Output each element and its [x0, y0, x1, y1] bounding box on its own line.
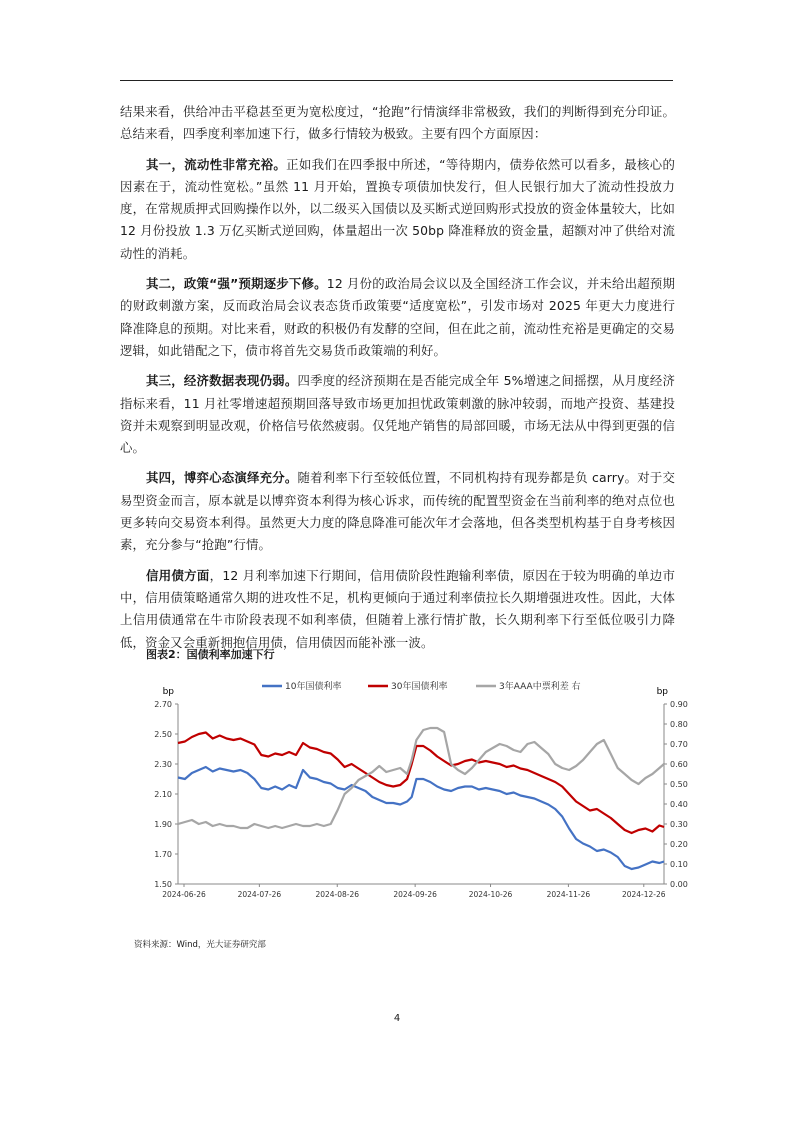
x-tick-label: 2024-08-26 [315, 890, 360, 899]
paragraph-2 [120, 154, 675, 265]
left-tick-label: 2.10 [154, 790, 172, 799]
left-tick-label: 2.50 [154, 730, 172, 739]
paragraph-4-text: 四季度的经济预期在是否能完成全年 5%增速之间摇摆，从月度经济指标来看，11 月社零增速超预期回落导致市场更加担忧政策刺激的脉冲较弱，而地产投资、基建投资并未观察到明显改观，价格信号依然疲弱。仅凭地产销售的局部回暖，市场无法从中得到更强的信心。 [120, 373, 675, 456]
x-tick-label: 2024-06-26 [162, 890, 206, 899]
page-number: 4 [393, 1013, 401, 1024]
paragraph-4-lead: 其三，经济数据表现仍弱。 [146, 373, 298, 389]
bond-yield-chart [130, 672, 690, 912]
right-tick-label: 0.10 [670, 860, 688, 869]
legend-label-1: 10年国债利率 [285, 682, 342, 692]
left-tick-label: 1.90 [154, 820, 172, 829]
figure-source: 资料来源：Wind，光大证券研究部 [134, 940, 266, 950]
paragraph-6-text: ，12 月利率加速下行期间，信用债阶段性跑输利率债，原因在于较为明确的单边市中，信用债策略通常久期的进攻性不足，机构更倾向于通过利率债拉长久期增强进攻性。因此，大体上信用债通常在牛市阶段表现不如利率债，但随着上涨行情扩散，长久期利率下行至低位吸引力降低，资金又会重新拥抱信用债，信用债因而能补涨一波。 [120, 567, 676, 650]
left-tick-label: 2.70 [154, 700, 172, 709]
x-tick-label: 2024-12-26 [621, 890, 666, 899]
right-tick-label: 0.60 [670, 760, 688, 769]
paragraph-2-text: 正如我们在四季报中所述，“等待期内，债券依然可以看多，最核心的因素在于，流动性宽松。”虽然 11 月开始，置换专项债加快发行，但人民银行加大了流动性投放力度，在常规质押式回购操作以外，以二级买入国债以及买断式逆回购形式投放的资金体量较大，比如 12 月份投放 1.3 万亿买断式逆回购，体量超出一次 50bp 降准释放的资金量，超额对冲了供给对流动性的消耗。 [120, 156, 675, 261]
right-axis-unit: bp [656, 687, 668, 697]
paragraph-2-lead: 其一，流动性非常充裕。 [146, 156, 287, 172]
paragraph-6-lead: 信用债方面 [146, 567, 210, 583]
paragraph-5-lead: 其四，博弈心态演绎充分。 [146, 470, 298, 486]
header-rule [120, 80, 673, 81]
left-tick-label: 2.30 [154, 760, 172, 769]
right-tick-label: 0.90 [670, 700, 688, 709]
paragraph-3 [120, 273, 675, 362]
right-tick-label: 0.20 [670, 840, 688, 849]
series-line-1 [178, 767, 664, 869]
paragraph-3-lead: 其二，政策“强”预期逐步下修。 [146, 276, 327, 292]
paragraph-1-text: 结果来看，供给冲击平稳甚至更为宽松度过，“抢跑”行情演绎非常极致，我们的判断得到充分印证。总结来看，四季度利率加速下行，做多行情较为极致。主要有四个方面原因： [120, 104, 675, 142]
figure-title: 图表2：国债利率加速下行 [146, 648, 275, 661]
right-tick-label: 0.50 [670, 780, 688, 789]
paragraph-3-text: 12 月份的政治局会议以及全国经济工作会议，并未给出超预期的财政刺激方案，反而政治局会议表态货币政策要“适度宽松”，引发市场对 2025 年更大力度进行降准降息的预期。对比来看，财政的积极仍有发酵的空间，但在此之前，流动性充裕是更确定的交易逻辑，如此错配之下，债市将首先交易货币政策端的利好。 [120, 276, 675, 358]
right-tick-label: 0.40 [670, 800, 688, 809]
paragraph-4 [120, 370, 675, 459]
legend-label-2: 30年国债利率 [391, 682, 448, 692]
left-tick-label: 1.70 [154, 850, 172, 859]
legend-label-3: 3年AAA中票利差 右 [499, 682, 581, 692]
x-tick-label: 2024-10-26 [468, 890, 513, 899]
paragraph-5-text: 随着利率下行至较低位置，不同机构持有现券都是负 carry。对于交易型资金而言，原本就是以博弈资本利得为核心诉求，而传统的配置型资金在当前利率的绝对点位也更多转向交易资本利得。虽然更大力度的降息降准可能次年才会落地，但各类型机构基于自身考核因素，充分参与“抢跑”行情。 [120, 470, 675, 553]
x-tick-label: 2024-11-26 [546, 890, 591, 899]
x-tick-label: 2024-09-26 [393, 890, 437, 899]
series-line-2 [178, 733, 664, 834]
right-tick-label: 0.30 [670, 820, 688, 829]
left-tick-label: 1.50 [154, 880, 172, 889]
right-tick-label: 0.00 [670, 880, 688, 889]
paragraph-5 [120, 467, 675, 556]
right-tick-label: 0.80 [670, 720, 688, 729]
paragraph-1 [120, 101, 675, 146]
paragraph-6 [120, 565, 675, 654]
x-tick-label: 2024-07-26 [237, 890, 282, 899]
body-text [120, 101, 675, 662]
right-tick-label: 0.70 [670, 740, 688, 749]
left-axis-unit: bp [162, 687, 174, 697]
